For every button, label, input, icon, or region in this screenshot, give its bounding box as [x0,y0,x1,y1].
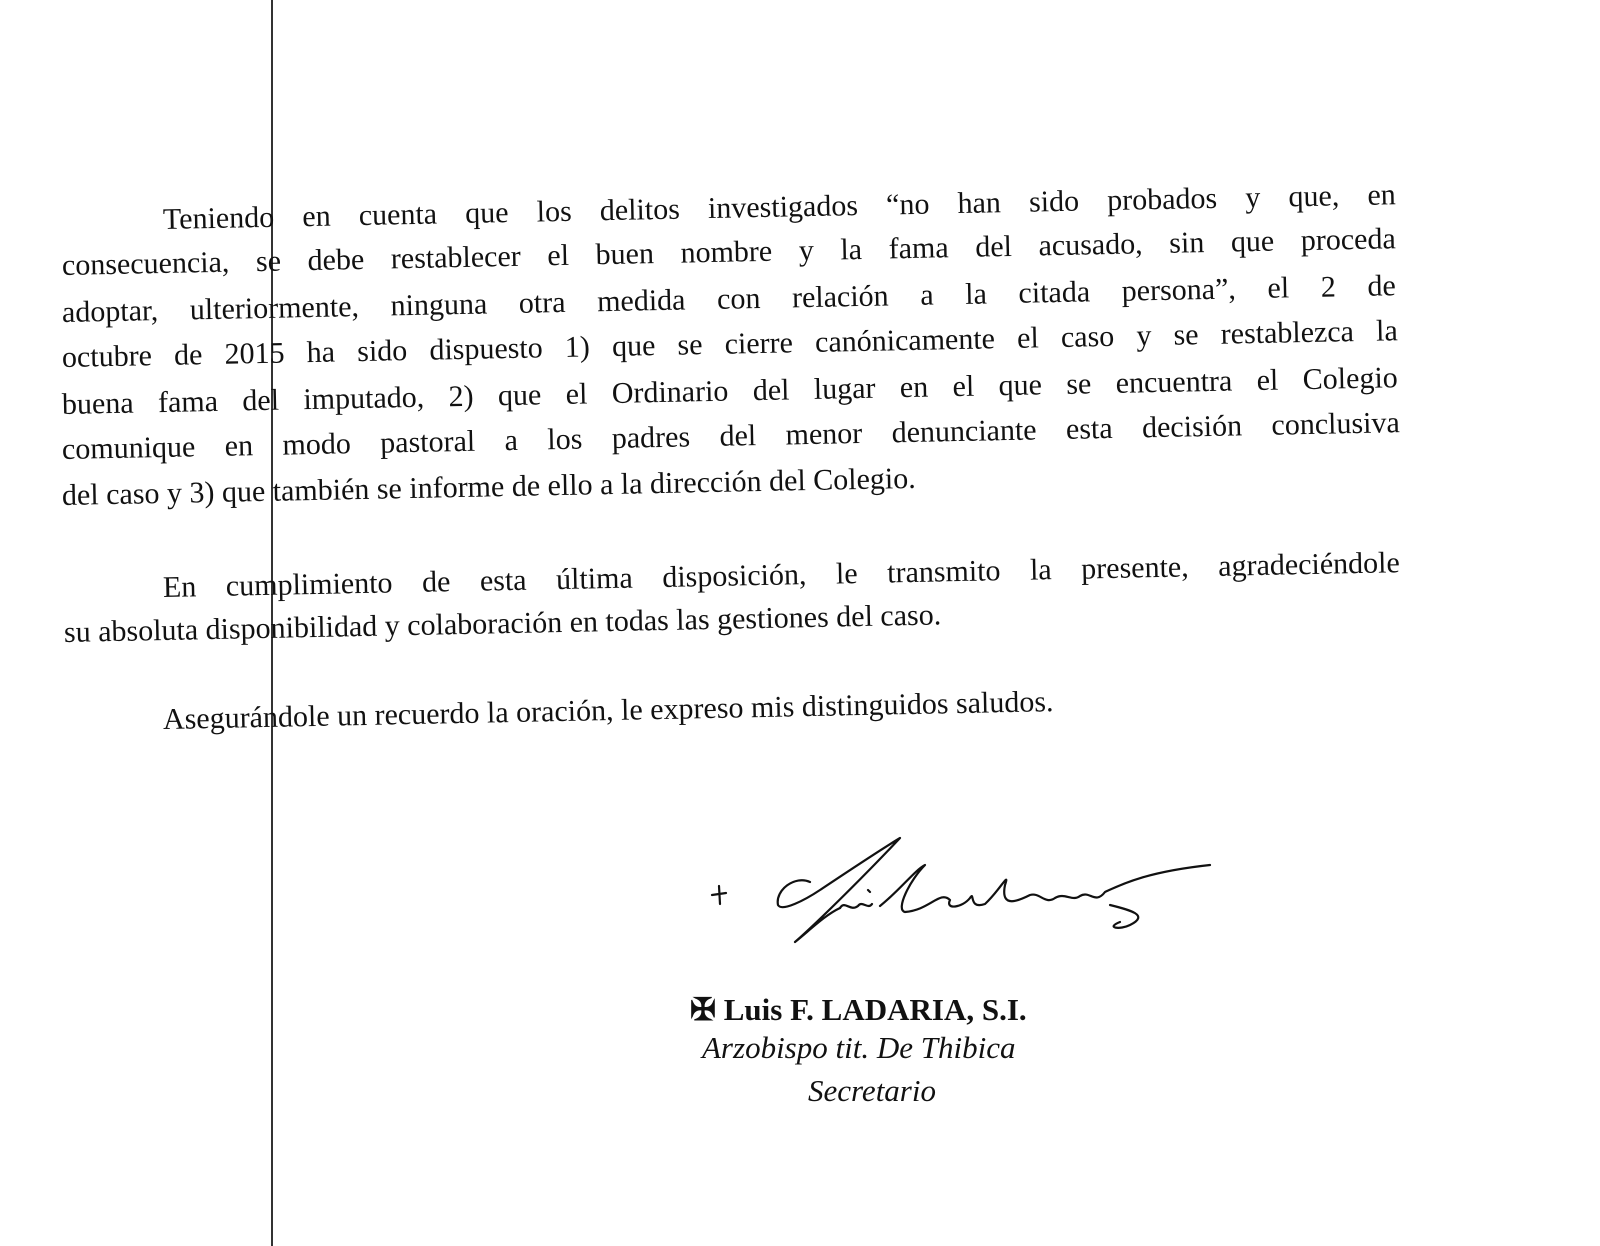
signatory-name: ✠ Luis F. LADARIA, S.I. [690,992,1027,1027]
body-line: del caso y 3) que también se informe de ello a la dirección del Colegio. [61,461,917,512]
handwritten-signature [700,830,1220,960]
body-line: octubre de 2015 ha sido dispuesto 1) que se cierre canónicamente el caso y se restablezca la [61,314,1399,374]
body-line: buena fama del imputado, 2) que el Ordinario del lugar en el que se encuentra el Colegio [61,361,1399,421]
body-line: Teniendo en cuenta que los delitos investigados “no han sido probados y que, en [162,178,1397,236]
body-line: su absoluta disponibilidad y colaboración en todas las gestiones del caso. [63,598,942,649]
signatory-role: Secretario [808,1073,936,1108]
body-line: consecuencia, se debe restablecer el buen nombre y la fama del acusado, sin que proceda [61,222,1397,282]
signatory-title: Arzobispo tit. De Thibica [702,1030,1016,1065]
body-line: comunique en modo pastoral a los padres del menor denunciante esta decisión conclusiva [61,406,1401,466]
body-line: En cumplimiento de esta última disposición, le transmito la presente, agradeciéndole [162,546,1401,604]
body-line: adoptar, ulteriormente, ninguna otra medida con relación a la citada persona”, el 2 de [61,269,1397,329]
body-line: Asegurándole un recuerdo la oración, le expreso mis distinguidos saludos. [162,685,1054,736]
